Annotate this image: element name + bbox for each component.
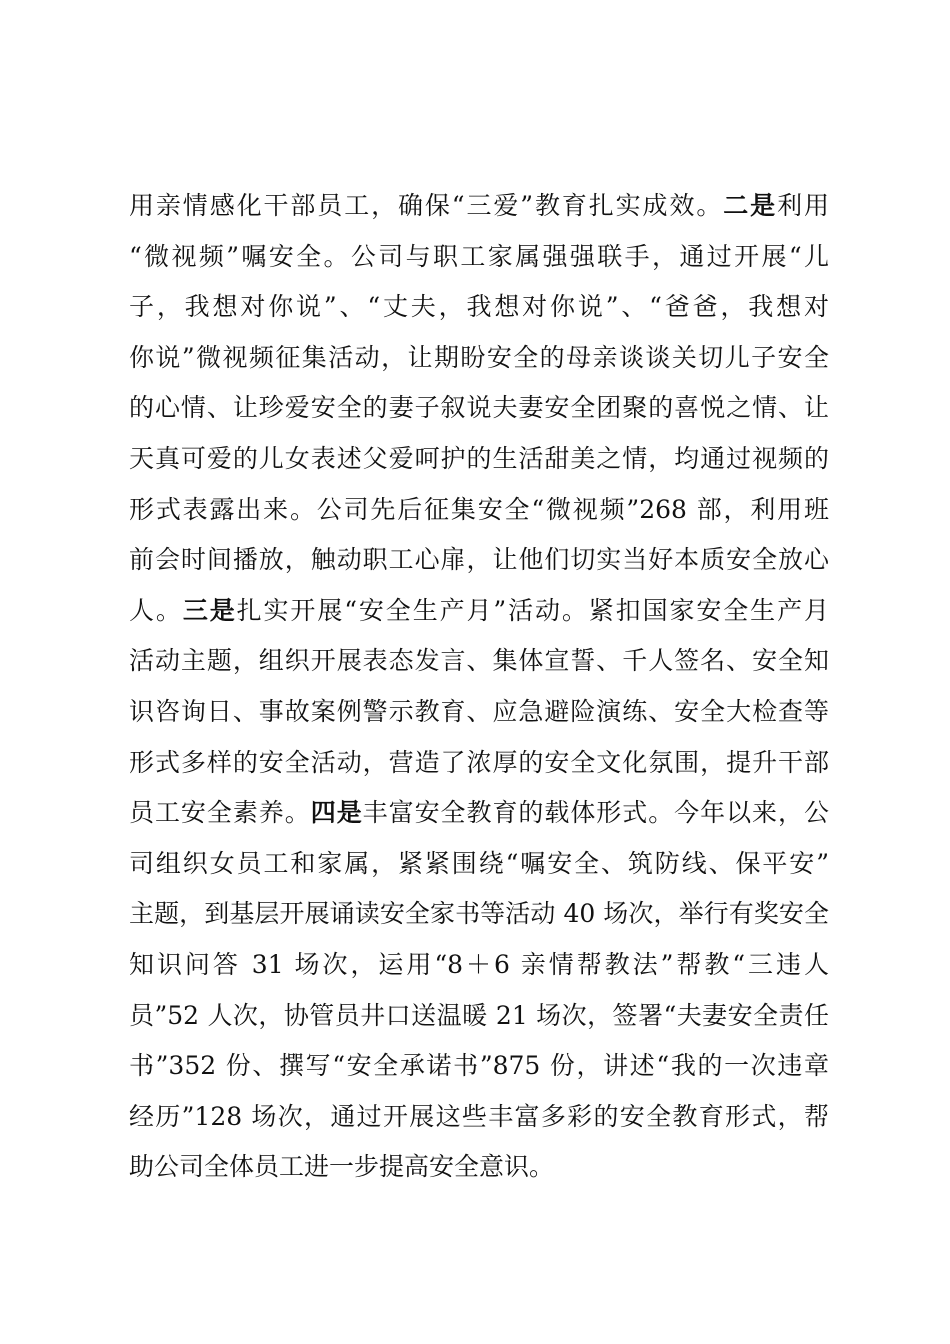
body-paragraph (129, 181, 829, 1193)
text-run: 人。 (129, 595, 183, 625)
text-line (129, 636, 829, 687)
bold-ordinal: 三是 (182, 595, 237, 625)
text-run: 活动主题，组织开展表态发言、集体宣誓、千人签名、安全知 (129, 646, 829, 676)
bold-ordinal: 四是 (310, 798, 363, 828)
text-line (129, 434, 829, 485)
text-line (129, 991, 829, 1042)
text-line (129, 333, 829, 384)
text-run: 形式多样的安全活动，营造了浓厚的安全文化氛围，提升干部 (129, 747, 829, 777)
text-line (129, 181, 829, 232)
text-run: 天真可爱的儿女表述父爱呵护的生活甜美之情，均通过视频的 (129, 443, 829, 473)
text-line (129, 1092, 829, 1143)
text-run: 你说”微视频征集活动，让期盼安全的母亲谈谈关切儿子安全 (129, 342, 829, 372)
text-run: “微视频”嘱安全。公司与职工家属强强联手，通过开展“儿 (129, 241, 829, 271)
text-run: 经历”128 场次，通过开展这些丰富多彩的安全教育形式，帮 (129, 1101, 829, 1131)
text-line (129, 232, 829, 283)
text-run: 利用 (777, 191, 829, 220)
text-run: 识咨询日、事故案例警示教育、应急避险演练、安全大检查等 (129, 696, 829, 726)
text-run: 助公司全体员工进一步提高安全意识。 (129, 1152, 555, 1182)
text-run: 形式表露出来。公司先后征集安全“微视频”268 部，利用班 (129, 494, 829, 524)
bold-ordinal: 二是 (723, 191, 778, 220)
text-line (129, 738, 829, 789)
text-line (129, 1142, 829, 1193)
text-run: 扎实开展“安全生产月”活动。紧扣国家安全生产月 (236, 595, 829, 625)
text-line (129, 535, 829, 586)
text-line (129, 383, 829, 434)
text-run: 主题，到基层开展诵读安全家书等活动 40 场次，举行有奖安全 (129, 899, 829, 929)
text-run: 书”352 份、撰写“安全承诺书”875 份，讲述“我的一次违章 (129, 1051, 829, 1081)
text-run: 司组织女员工和家属，紧紧围绕“嘱安全、筑防线、保平安” (129, 848, 829, 878)
text-run: 用亲情感化干部员工，确保“三爱”教育扎实成效。 (129, 191, 724, 220)
text-line (129, 586, 829, 637)
text-run: 前会时间播放，触动职工心扉，让他们切实当好本质安全放心 (129, 545, 829, 575)
text-line (129, 889, 829, 940)
text-run: 员工安全素养。 (129, 798, 311, 828)
text-run: 的心情、让珍爱安全的妻子叙说夫妻安全团聚的喜悦之情、让 (129, 393, 829, 423)
text-run: 知识问答 31 场次，运用“8＋6 亲情帮教法”帮教“三违人 (129, 949, 829, 979)
text-run: 子，我想对你说”、“丈夫，我想对你说”、“爸爸，我想对 (129, 292, 829, 322)
text-line (129, 485, 829, 536)
text-line (129, 1041, 829, 1092)
text-line (129, 687, 829, 738)
text-line (129, 940, 829, 991)
text-run: 员”52 人次，协管员井口送温暖 21 场次，签署“夫妻安全责任 (129, 1000, 829, 1030)
text-line (129, 839, 829, 890)
text-line (129, 788, 829, 839)
text-line (129, 282, 829, 333)
text-run: 丰富安全教育的载体形式。今年以来，公 (362, 798, 829, 828)
